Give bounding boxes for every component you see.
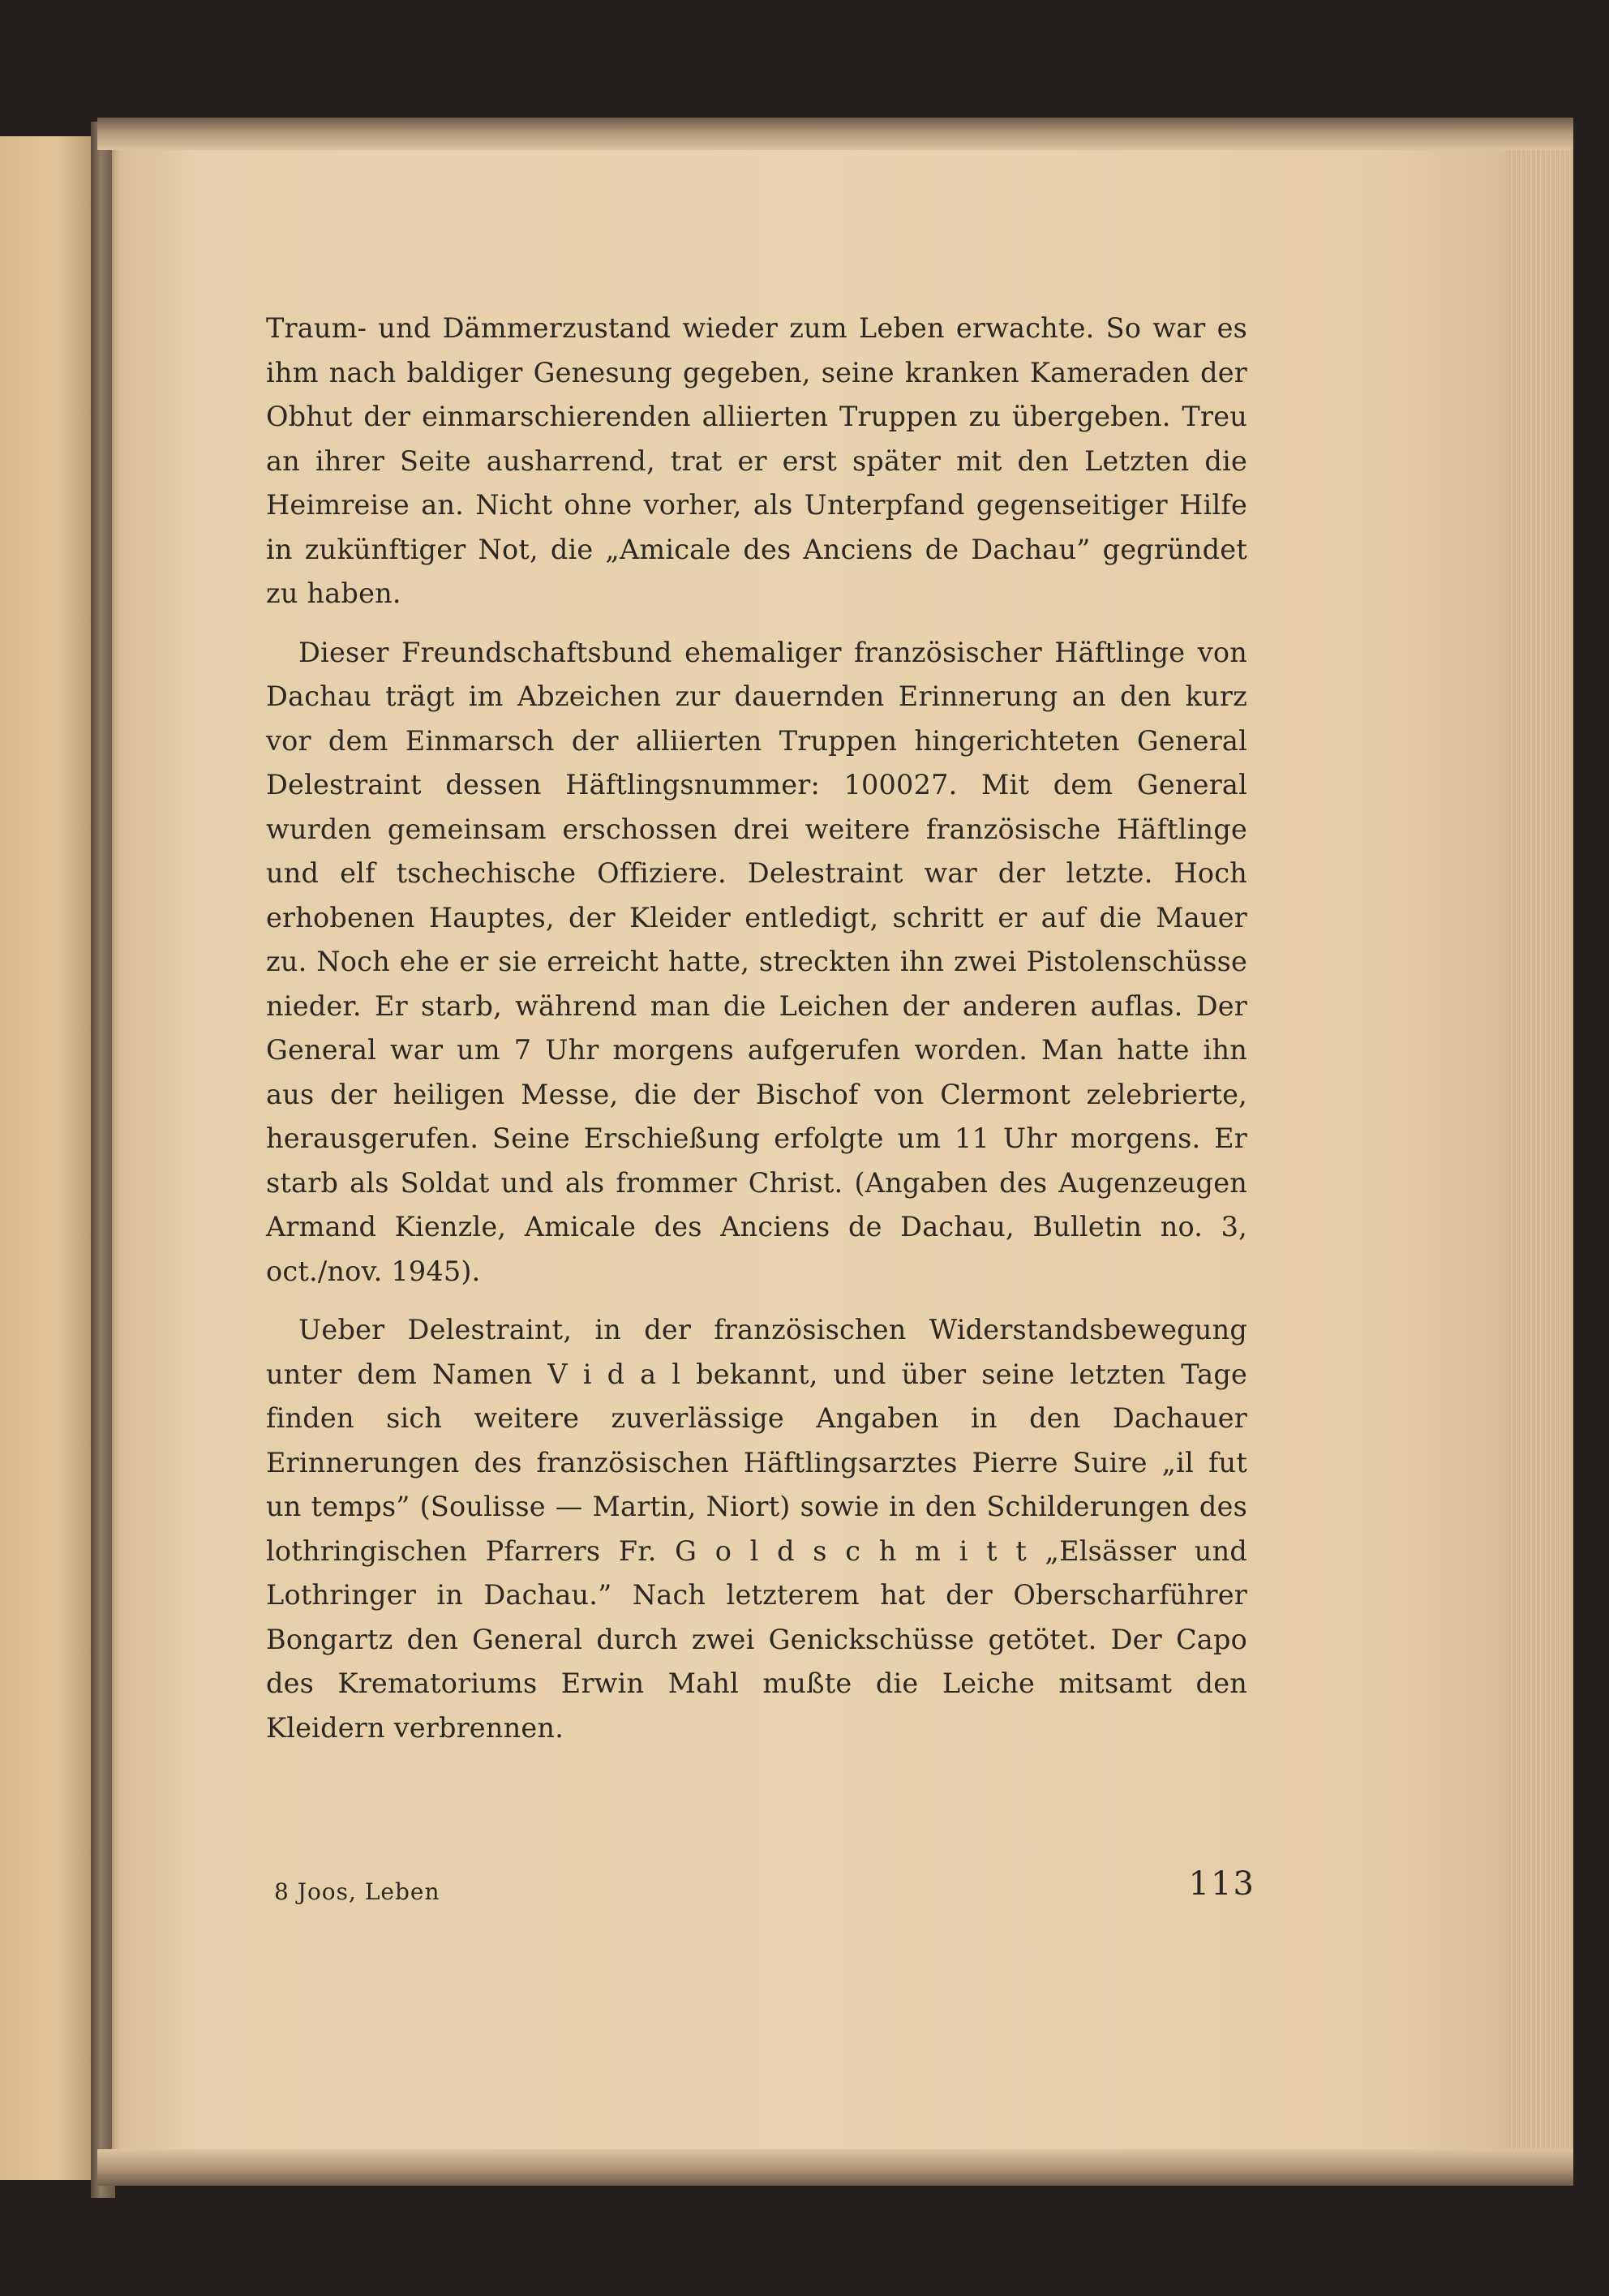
page-bottom-edge [97,2149,1573,2186]
paragraph-3: Ueber Delestraint, in der französischen Widerstandsbewegung unter dem Namen V i d a l bekannt, und über seine letzten Tage finden sich weitere zuverlässige Angaben in den Dachauer Erinnerungen des französischen Häftlingsarztes Pierre Suire „il fut un temps” (Soulisse — Martin, Niort) sowie in den Schilderungen des lothringischen Pfarrers Fr. G o l d s c h m i t t „Elsässer und Lothringer in Dachau.” Nach letzterem hat der Oberscharführer Bongartz den General durch zwei Genickschüsse getötet. Der Capo des Krematoriums Erwin Mahl mußte die Leiche mitsamt den Kleidern verbrennen. [266,1314,1247,1744]
page-number: 113 [1188,1865,1255,1903]
page-stack-edge [1508,122,1573,2174]
paragraph-1: Traum- und Dämmerzustand wieder zum Leben erwachte. So war es ihm nach baldiger Genesung gegeben, seine kranken Kameraden der Obhut der einmarschierenden alliierten Truppen zu übergeben. Treu an ihrer Seite ausharrend, trat er erst später mit den Letzten die Heimreise an. Nicht ohne vorher, als Unterpfand gegenseitiger Hilfe in zukünftiger Not, die „Amicale des Anciens de Dachau” gegründet zu haben. [266,312,1247,609]
page-top-edge [97,118,1573,150]
body-text [266,307,1247,1750]
paragraph-2: Dieser Freundschaftsbund ehemaliger französischer Häftlinge von Dachau trägt im Abzeichen zur dauernden Erinnerung an den kurz vor dem Einmarsch der alliierten Truppen hingerichteten General Delestraint dessen Häftlingsnummer: 100027. Mit dem General wurden gemeinsam erschossen drei weitere französische Häftlinge und elf tschechische Offiziere. Delestraint war der letzte. Hoch erhobenen Hauptes, der Kleider entledigt, schritt er auf die Mauer zu. Noch ehe er sie erreicht hatte, streckten ihn zwei Pistolenschüsse nieder. Er starb, während man die Leichen der anderen auflas. Der General war um 7 Uhr morgens aufgerufen worden. Man hatte ihn aus der heiligen Messe, die der Bischof von Clermont zelebrierte, herausgerufen. Seine Erschießung erfolgte um 11 Uhr morgens. Er starb als Soldat und als frommer Christ. (Angaben des Augenzeugen Armand Kienzle, Amicale des Anciens de Dachau, Bulletin no. 3, oct./nov. 1945). [266,636,1247,1287]
page-footer [274,1865,1255,1912]
printer-signature: 8 Joos, Leben [274,1878,440,1905]
left-page-edge [0,136,104,2180]
